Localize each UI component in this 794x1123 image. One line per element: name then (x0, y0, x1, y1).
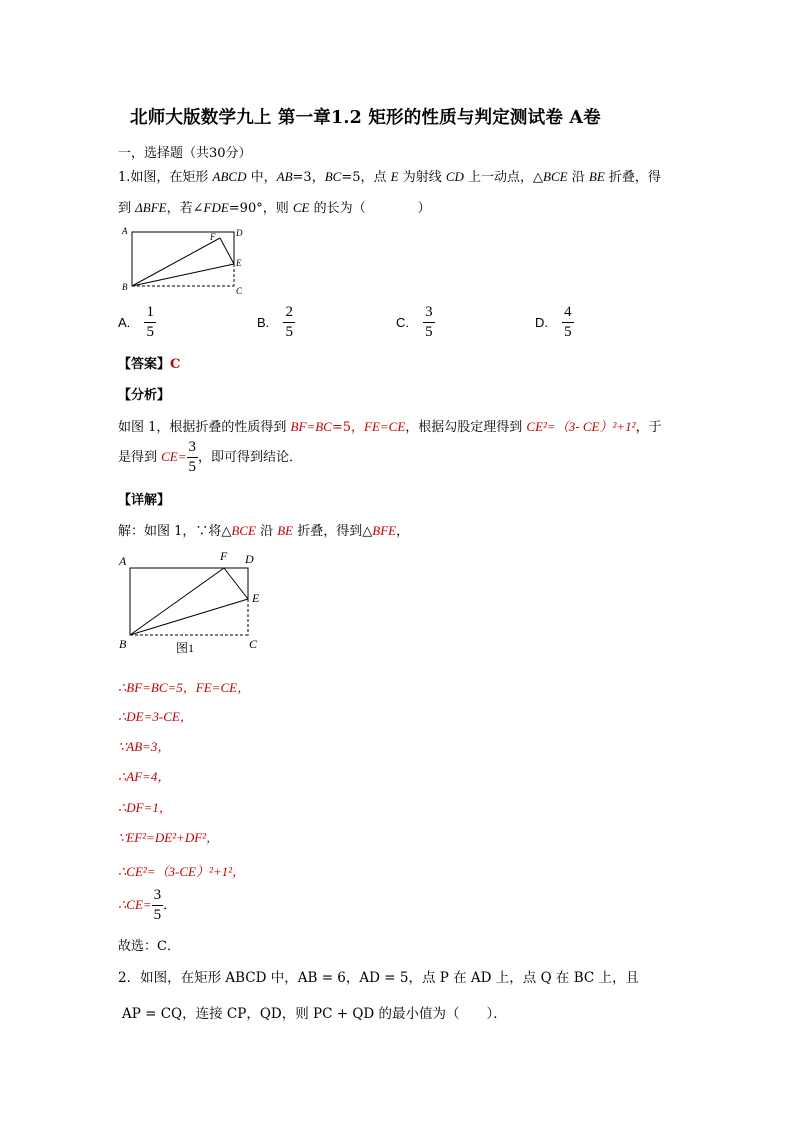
fig1-label-c: C (249, 637, 258, 651)
q1-stem-line1: 1.如图，在矩形 ABCD 中，AB=3，BC=5，点 E 为射线 CD 上一动点，△BCE 沿 BE 折叠，得 (118, 169, 661, 185)
option-a[interactable]: A. $\frac{1}{5}$ (118, 304, 154, 340)
q2-stem-line1: 2．如图，在矩形 ABCD 中，AB = 6，AD = 5，点 P 在 AD 上，点 Q 在 BC 上，且 (118, 970, 640, 986)
fig1-label-d: D (245, 552, 254, 566)
q2-stem-line2: AP = CQ，连接 CP，QD，则 PC + QD 的最小值为（ ）． (122, 1006, 507, 1022)
q1-fig-label-a: A (122, 226, 128, 236)
q1-fig-label-c: C (236, 286, 243, 296)
q1-fig-label-f: F (210, 232, 216, 242)
page-title: 北师大版数学九上 第一章1.2 矩形的性质与判定测试卷 A卷 (130, 108, 601, 128)
option-c[interactable]: C. $\frac{3}{5}$ (396, 304, 433, 340)
detail-heading: 【详解】 (118, 493, 171, 508)
q1-fig-label-e: E (236, 258, 242, 268)
fig1-caption: 图1 (176, 641, 195, 655)
choose-line: 故选：C． (118, 939, 180, 954)
q1-fig-label-b: B (122, 282, 128, 292)
step-5: ∴DF=1， (118, 800, 172, 815)
step-8: ∴CE= $\frac{3}{5}$ ． (118, 887, 177, 923)
step-7: ∴CE²=（3-CE）²+1²， (118, 864, 246, 879)
step-3: ∵AB=3， (118, 739, 171, 754)
detail-line1: 解：如图 1，∵将△BCE 沿 BE 折叠，得到△BFE， (118, 523, 410, 539)
option-b[interactable]: B. $\frac{2}{5}$ (257, 304, 293, 340)
fig1-label-e: E (252, 591, 260, 605)
fig1-label-f: F (220, 549, 228, 563)
step-1: ∴BF=BC=5，FE=CE， (118, 680, 251, 695)
option-d[interactable]: D. $\frac{4}{5}$ (535, 304, 572, 340)
q1-fig-label-d: D (236, 228, 243, 238)
q1-stem-line2: 到 ΔBFE，若∠FDE=90°，则 CE 的长为（ ） (118, 200, 431, 216)
figure-1 (116, 548, 276, 658)
fig1-label-b: B (119, 637, 127, 651)
step-6: ∵EF²=DE²+DF²， (118, 830, 220, 845)
answer-line: 【答案】C (118, 357, 181, 372)
analysis-line2: 是得到 CE= $\frac{3}{5}$ ，即可得到结论． (118, 439, 303, 475)
fig1-label-a: A (119, 554, 127, 568)
q1-figure (118, 224, 248, 296)
analysis-line1: 如图 1，根据折叠的性质得到 BF=BC=5，FE=CE，根据勾股定理得到 CE²=（3- CE）²+1²，于 (118, 419, 662, 435)
step-2: ∴DE=3-CE， (118, 709, 193, 724)
step-4: ∴AF=4， (118, 769, 171, 784)
analysis-heading: 【分析】 (118, 388, 171, 403)
section-heading: 一，选择题（共30分） (118, 146, 252, 161)
